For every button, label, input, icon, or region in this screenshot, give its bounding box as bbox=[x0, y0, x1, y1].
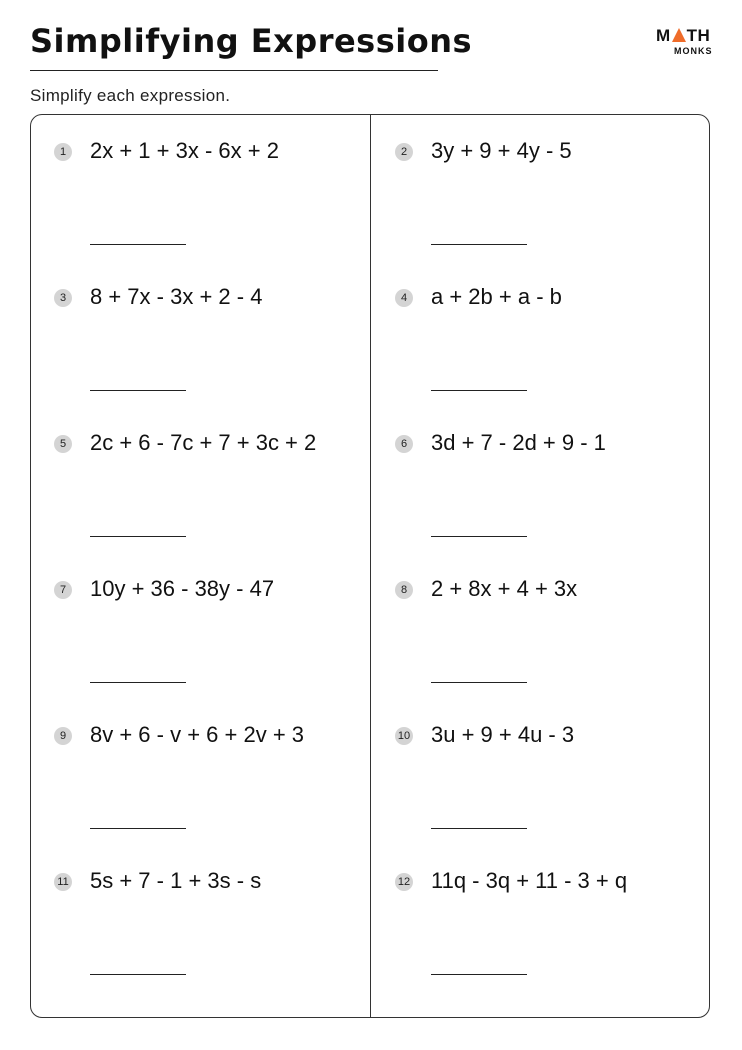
answer-line[interactable] bbox=[90, 536, 186, 537]
answer-line[interactable] bbox=[431, 974, 527, 975]
answer-line[interactable] bbox=[90, 390, 186, 391]
problem-number: 3 bbox=[54, 289, 72, 307]
problem-item bbox=[54, 284, 354, 404]
problem-item bbox=[54, 430, 354, 550]
problem-expression: 2c + 6 - 7c + 7 + 3c + 2 bbox=[90, 430, 317, 455]
problem-number: 1 bbox=[54, 143, 72, 161]
instructions: Simplify each expression. bbox=[30, 86, 231, 105]
page-title: Simplifying Expressions bbox=[30, 22, 473, 60]
problem-item bbox=[395, 284, 695, 404]
problem-expression: 3d + 7 - 2d + 9 - 1 bbox=[431, 430, 606, 455]
logo-wordmark bbox=[656, 26, 710, 46]
answer-line[interactable] bbox=[90, 244, 186, 245]
problem-number: 10 bbox=[395, 727, 413, 745]
problem-number: 11 bbox=[54, 873, 72, 891]
problem-number: 2 bbox=[395, 143, 413, 161]
problem-item bbox=[54, 868, 354, 988]
answer-line[interactable] bbox=[90, 828, 186, 829]
problem-item bbox=[395, 868, 695, 988]
problem-number: 5 bbox=[54, 435, 72, 453]
answer-line[interactable] bbox=[431, 828, 527, 829]
problem-item bbox=[395, 430, 695, 550]
problem-item bbox=[54, 576, 354, 696]
problem-item bbox=[54, 722, 354, 842]
problem-expression: 8 + 7x - 3x + 2 - 4 bbox=[90, 284, 263, 309]
math-monks-logo bbox=[656, 26, 716, 60]
logo-triangle-icon bbox=[672, 28, 686, 42]
answer-line[interactable] bbox=[431, 390, 527, 391]
problem-item bbox=[395, 722, 695, 842]
title-underline bbox=[30, 70, 438, 71]
problem-expression: 11q - 3q + 11 - 3 + q bbox=[431, 868, 628, 893]
column-divider bbox=[370, 114, 371, 1018]
problem-expression: 5s + 7 - 1 + 3s - s bbox=[90, 868, 262, 893]
answer-line[interactable] bbox=[90, 682, 186, 683]
problem-number: 6 bbox=[395, 435, 413, 453]
problem-expression: 10y + 36 - 38y - 47 bbox=[90, 576, 275, 601]
problem-number: 12 bbox=[395, 873, 413, 891]
problem-item bbox=[395, 576, 695, 696]
problem-expression: 2x + 1 + 3x - 6x + 2 bbox=[90, 138, 279, 163]
problem-number: 9 bbox=[54, 727, 72, 745]
problem-expression: 3u + 9 + 4u - 3 bbox=[431, 722, 575, 747]
logo-letters-th: TH bbox=[686, 26, 711, 45]
problem-item bbox=[395, 138, 695, 258]
answer-line[interactable] bbox=[431, 682, 527, 683]
problem-expression: 2 + 8x + 4 + 3x bbox=[431, 576, 578, 601]
problem-expression: a + 2b + a - b bbox=[431, 284, 562, 309]
problem-number: 8 bbox=[395, 581, 413, 599]
logo-subtext: MONKS bbox=[674, 46, 713, 56]
problem-expression: 8v + 6 - v + 6 + 2v + 3 bbox=[90, 722, 305, 747]
logo-letter-m: M bbox=[656, 26, 671, 45]
problem-item bbox=[54, 138, 354, 258]
answer-line[interactable] bbox=[90, 974, 186, 975]
problem-expression: 3y + 9 + 4y - 5 bbox=[431, 138, 572, 163]
answer-line[interactable] bbox=[431, 536, 527, 537]
problem-number: 4 bbox=[395, 289, 413, 307]
problem-number: 7 bbox=[54, 581, 72, 599]
answer-line[interactable] bbox=[431, 244, 527, 245]
